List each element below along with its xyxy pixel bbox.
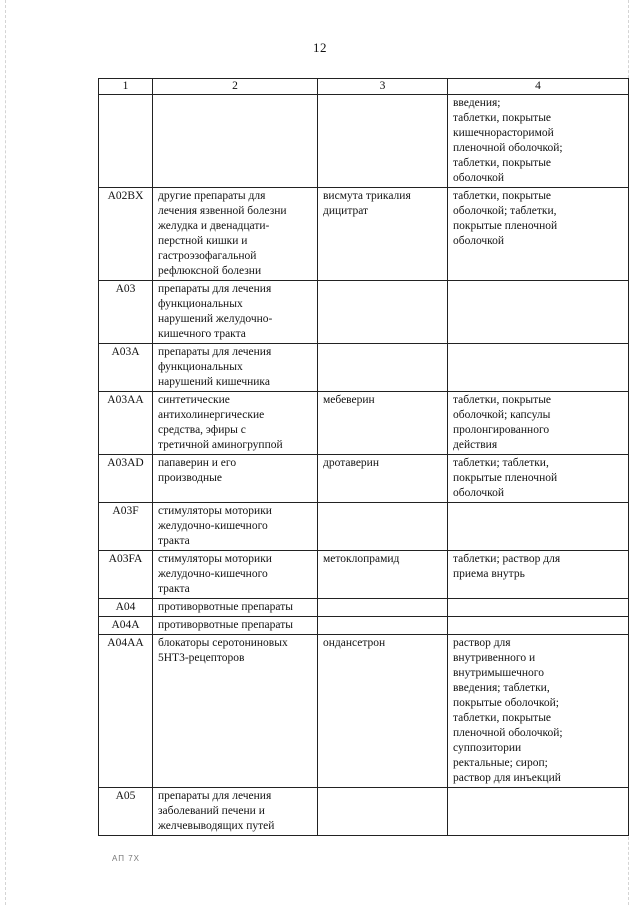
table-row (99, 455, 629, 503)
group-cell: противорвотные препараты (153, 617, 318, 635)
code-cell: A03A (99, 344, 153, 392)
table-row (99, 188, 629, 281)
code-cell (99, 95, 153, 188)
drug-cell (318, 503, 448, 551)
drug-cell: ондансетрон (318, 635, 448, 788)
code-cell: A03AA (99, 392, 153, 455)
table-row (99, 503, 629, 551)
margin-mark: АП 7Х (112, 854, 141, 863)
table-row (99, 392, 629, 455)
code-cell: A05 (99, 788, 153, 836)
code-cell: A04A (99, 617, 153, 635)
group-cell: препараты для лечения заболеваний печени и желчевыводящих путей (153, 788, 318, 836)
page-number: 12 (313, 40, 327, 55)
table-row (99, 617, 629, 635)
table-row (99, 635, 629, 788)
group-cell: блокаторы серотониновых 5HT3-рецепторов (153, 635, 318, 788)
drug-cell: висмута трикалия дицитрат (318, 188, 448, 281)
drug-table (98, 78, 629, 836)
code-cell: A02BX (99, 188, 153, 281)
column-header-4: 4 (448, 79, 629, 95)
group-cell: папаверин и его производные (153, 455, 318, 503)
form-cell: раствор для внутривенного и внутримышечного введения; таблетки, покрытые оболочкой; таблетки, покрытые пленочной оболочкой; суппозитории ректальные; сироп; раствор для инъекций (448, 635, 629, 788)
table-body (99, 95, 629, 836)
group-cell: стимуляторы моторики желудочно-кишечного тракта (153, 551, 318, 599)
table-row (99, 551, 629, 599)
drug-cell: мебеверин (318, 392, 448, 455)
table-row (99, 95, 629, 188)
form-cell (448, 503, 629, 551)
group-cell: препараты для лечения функциональных нарушений желудочно- кишечного тракта (153, 281, 318, 344)
drug-cell (318, 95, 448, 188)
form-cell: таблетки, покрытые оболочкой; таблетки, покрытые пленочной оболочкой (448, 188, 629, 281)
table-header-row (99, 79, 629, 95)
group-cell: стимуляторы моторики желудочно-кишечного тракта (153, 503, 318, 551)
group-cell: противорвотные препараты (153, 599, 318, 617)
drug-cell: метоклопрамид (318, 551, 448, 599)
code-cell: A04AA (99, 635, 153, 788)
table-row (99, 281, 629, 344)
column-header-1: 1 (99, 79, 153, 95)
code-cell: A03FA (99, 551, 153, 599)
group-cell: препараты для лечения функциональных нарушений кишечника (153, 344, 318, 392)
form-cell: введения; таблетки, покрытые кишечнорасторимой пленочной оболочкой; таблетки, покрытые оболочкой (448, 95, 629, 188)
table-row (99, 344, 629, 392)
form-cell (448, 617, 629, 635)
form-cell (448, 788, 629, 836)
drug-cell (318, 788, 448, 836)
group-cell (153, 95, 318, 188)
form-cell (448, 599, 629, 617)
drug-cell (318, 344, 448, 392)
code-cell: A04 (99, 599, 153, 617)
code-cell: A03AD (99, 455, 153, 503)
drug-cell (318, 617, 448, 635)
code-cell: A03 (99, 281, 153, 344)
scan-edge-left (5, 0, 7, 905)
code-cell: A03F (99, 503, 153, 551)
table-row (99, 788, 629, 836)
group-cell: другие препараты для лечения язвенной болезни желудка и двенадцати- перстной кишки и гастроэзофагальной рефлюксной болезни (153, 188, 318, 281)
group-cell: синтетические антихолинергические средства, эфиры с третичной аминогруппой (153, 392, 318, 455)
drug-cell: дротаверин (318, 455, 448, 503)
table-row (99, 599, 629, 617)
column-header-3: 3 (318, 79, 448, 95)
form-cell: таблетки; таблетки, покрытые пленочной оболочкой (448, 455, 629, 503)
form-cell: таблетки; раствор для приема внутрь (448, 551, 629, 599)
form-cell (448, 281, 629, 344)
column-header-2: 2 (153, 79, 318, 95)
drug-cell (318, 281, 448, 344)
form-cell (448, 344, 629, 392)
drug-cell (318, 599, 448, 617)
form-cell: таблетки, покрытые оболочкой; капсулы пролонгированного действия (448, 392, 629, 455)
